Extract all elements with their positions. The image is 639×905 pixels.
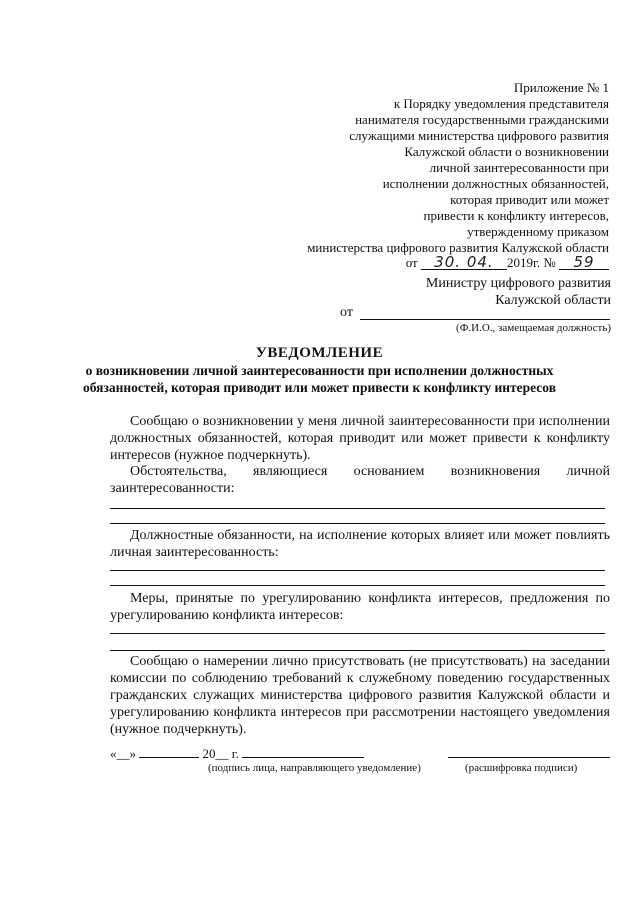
appendix-line-11: министерства цифрового развития Калужской области (307, 240, 609, 255)
appendix-line-1: Приложение № 1 (513, 80, 609, 95)
date-year-field[interactable]: 20__ г. (202, 746, 239, 761)
order-number-field (559, 255, 609, 270)
appendix-line-6: личной заинтересованности при (429, 160, 609, 175)
order-date-field (421, 255, 507, 270)
fill-line[interactable] (110, 523, 605, 524)
addressee-caption: (Ф.И.О., замещаемая должность) (456, 322, 611, 334)
fill-line[interactable] (110, 633, 605, 634)
addressee-line-1: Министру цифрового развития (425, 276, 611, 291)
appendix-line-4: служащими министерства цифрового развития (349, 128, 609, 143)
date-day-field[interactable]: «__» (110, 746, 136, 761)
appendix-line-9: привести к конфликту интересов, (423, 208, 609, 223)
paragraph-3 (110, 527, 610, 561)
fill-line[interactable] (110, 508, 605, 509)
doc-subtitle-2: обязанностей, которая приводит или может привести к конфликту интересов (82, 380, 556, 395)
decode-signature-field[interactable] (448, 757, 610, 758)
order-date-handwritten: 30. 04. (434, 253, 494, 271)
date-month-field[interactable] (139, 745, 199, 758)
addressee-from-line (360, 319, 610, 320)
signature-date (110, 745, 364, 762)
doc-title: УВЕДОМЛЕНИЕ (255, 345, 384, 361)
order-number-handwritten: 59 (573, 253, 595, 271)
paragraph-1-text: Сообщаю о возникновении у меня личной заинтересованности при исполнении должностных обязанностей, которая приводит или может привести к конфликту интересов (нужное подчеркнуть). (110, 414, 610, 463)
fill-line[interactable] (110, 585, 605, 586)
appendix-line-7: исполнении должностных обязанностей, (382, 176, 609, 191)
appendix-line-3: нанимателя государственными гражданскими (355, 112, 609, 127)
addressee-from-label: от (340, 305, 353, 320)
order-from-label: от (405, 255, 418, 270)
addressee-line-2: Калужской области (495, 293, 611, 308)
paragraph-3-text: Должностные обязанности, на исполнение которых влияет или может повлиять личная заинтересованность: (110, 528, 610, 560)
doc-subtitle-1: о возникновении личной заинтересованности при исполнении должностных (85, 363, 554, 378)
paragraph-5-text: Сообщаю о намерении лично присутствовать (не присутствовать) на заседании комиссии по соблюдению требований к служебному поведению государственных гражданских служащих министерства цифрового развития Калужской области и урегулированию конфликта интересов при рассмотрении настоящего уведомления (нужное подчеркнуть). (110, 654, 610, 737)
fill-line[interactable] (110, 570, 605, 571)
paragraph-1 (110, 413, 610, 464)
paragraph-4-text: Меры, принятые по урегулированию конфликта интересов, предложения по урегулированию конфликта интересов: (110, 591, 610, 623)
fill-line[interactable] (110, 650, 605, 651)
order-date-line (406, 255, 609, 270)
appendix-line-2: к Порядку уведомления представителя (393, 96, 609, 111)
paragraph-5 (110, 653, 610, 738)
paragraph-2 (110, 463, 610, 497)
appendix-line-8: которая приводит или может (450, 192, 609, 207)
paragraph-2-text: Обстоятельства, являющиеся основанием возникновения личной заинтересованности: (110, 464, 610, 496)
appendix-line-10: утвержденному приказом (467, 224, 609, 239)
appendix-line-5: Калужской области о возникновении (404, 144, 609, 159)
order-year-text: 2019г. № (506, 255, 556, 270)
decode-caption: (расшифровка подписи) (465, 762, 578, 774)
signature-field[interactable] (242, 745, 364, 758)
paragraph-4 (110, 590, 610, 624)
signature-caption: (подпись лица, направляющего уведомление) (208, 762, 421, 774)
